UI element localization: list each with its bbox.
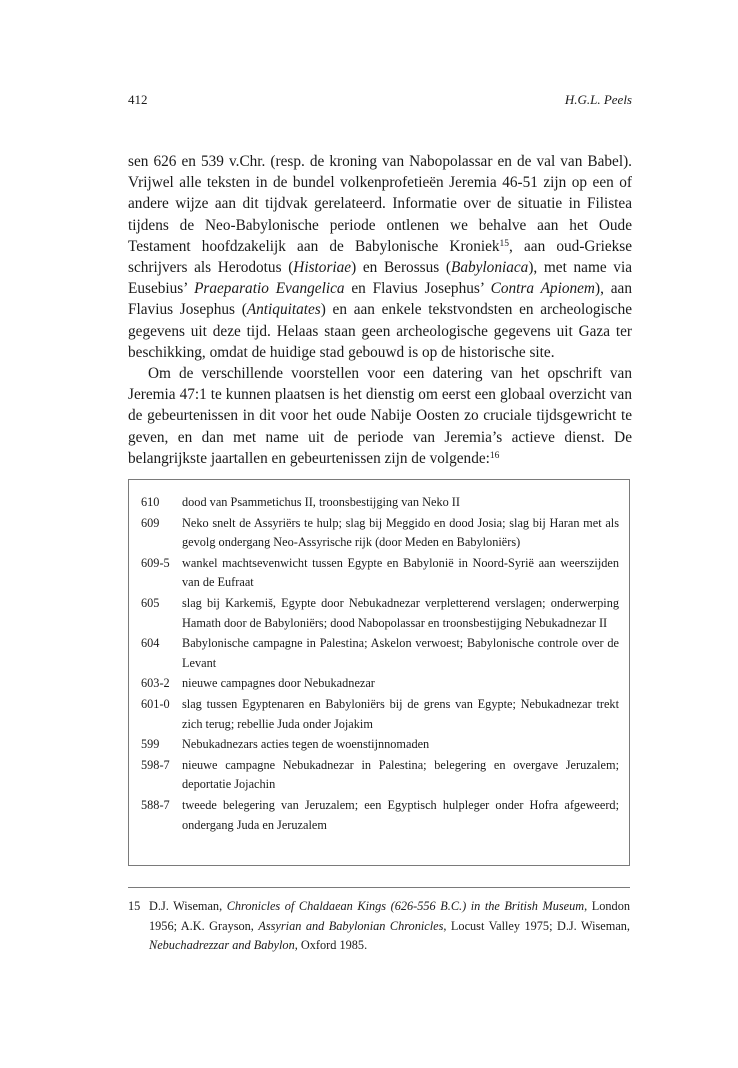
page-number: 412 <box>128 92 148 107</box>
title-nebuchadrezzar: Nebuchadrezzar and Babylon <box>149 938 295 952</box>
title-assyrian-chronicles: Assyrian and Babylonian Chronicles <box>258 918 444 933</box>
title-historiae: Historiae <box>293 259 352 277</box>
body-text <box>128 151 632 469</box>
timeline-event: slag tussen Egyptenaren en Babyloniërs bij de grens van Egypte; Nebukadnezar trekt zich terug; rebellie Juda onder Jojakim <box>182 696 619 731</box>
footnote-divider <box>128 887 630 888</box>
timeline-row <box>141 735 619 755</box>
running-header <box>128 92 632 112</box>
timeline-row <box>141 756 619 795</box>
timeline-event: nieuwe campagnes door Nebukadnezar <box>182 676 375 691</box>
timeline-box <box>128 479 630 866</box>
timeline-row <box>141 695 619 734</box>
timeline-event: nieuwe campagne Nebukadnezar in Palestina; belegering en overgave Jeruzalem; deportatie Jojachin <box>182 757 619 792</box>
text-run: ), met name via Eusebius’ <box>128 259 632 298</box>
text-run: ), aan Flavius Josephus ( <box>128 280 632 319</box>
timeline-year: 610 <box>141 495 160 509</box>
footnote-text <box>149 897 630 956</box>
text-run: ) en Berossus ( <box>351 259 451 277</box>
title-babyloniaca: Babyloniaca <box>450 259 529 277</box>
timeline-row <box>141 796 619 835</box>
text-run: D.J. Wiseman, <box>149 899 227 913</box>
timeline-row <box>141 594 619 633</box>
timeline-row <box>141 554 619 593</box>
title-contra-apionem: Contra Apionem <box>490 280 595 298</box>
timeline-year: 599 <box>141 737 160 752</box>
text-run: , aan oud-Griekse schrijvers als Herodotus ( <box>128 237 633 277</box>
timeline-year: 609-5 <box>141 555 170 570</box>
timeline-year: 609 <box>141 515 160 530</box>
timeline-event: Babylonische campagne in Palestina; Askelon verwoest; Babylonische controle over de Levant <box>182 636 619 670</box>
title-praeparatio: Praeparatio Evangelica <box>194 280 345 298</box>
timeline-event: Neko snelt de Assyriërs te hulp; slag bij Meggido en dood Josia; slag bij Haran met als gevolg ondergang Neo-Assyrische rijk (door Meden en Babyloniërs) <box>182 515 619 550</box>
timeline-year: 603-2 <box>141 676 170 691</box>
timeline-year: 601-0 <box>141 696 170 711</box>
timeline-row <box>141 514 619 553</box>
text-run: , Oxford 1985. <box>294 938 368 952</box>
timeline-event: tweede belegering van Jeruzalem; een Egyptisch hulpleger onder Hofra afgeweerd; ondergang Juda en Jeruzalem <box>182 797 619 832</box>
timeline-year: 605 <box>141 595 160 610</box>
title-antiquitates: Antiquitates <box>246 301 321 319</box>
running-author: H.G.L. Peels <box>564 92 632 107</box>
timeline-event: slag bij Karkemiš, Egypte door Nebukadnezar verpletterend verslagen; onderwerping Hamath door de Babyloniërs; dood Nabopolassar en troonsbestijging Nebukadnezar II <box>182 595 619 630</box>
timeline-year: 588-7 <box>141 797 170 812</box>
text-run: ) en aan enkele tekstvondsten en archeologische gegevens uit deze tijd. Helaas staan geen archeologische gegevens uit Gaza ter beschikking, omdat de huidige stad gebouwd is op de historische site. <box>128 301 633 361</box>
text-run: en Flavius Josephus’ <box>344 280 491 298</box>
timeline-event: dood van Psammetichus II, troonsbestijging van Neko II <box>182 495 461 509</box>
footnote-ref-16[interactable]: 16 <box>489 450 500 461</box>
timeline-row <box>141 493 619 513</box>
footnote-number: 15 <box>128 899 141 913</box>
title-chronicles: Chronicles of Chaldaean Kings (626-556 B.C.) in the British Museum <box>226 899 585 913</box>
text-run: Om de verschillende voorstellen voor een datering van het opschrift van Jeremia 47:1 te kunnen plaatsen is het dienstig om eerst een globaal overzicht van de gebeurtenissen in dit voor het oude Nabije Oosten zo cruciale tijdsgewricht te geven, en dan met name uit de periode van Jeremia’s actieve dienst. De belangrijkste jaartallen en gebeurtenissen zijn de volgende: <box>128 365 632 467</box>
footnote-ref-15[interactable]: 15 <box>499 238 510 249</box>
text-run: , Locust Valley 1975; D.J. Wiseman, <box>443 918 631 933</box>
timeline-year: 604 <box>141 636 160 651</box>
text-run: , London 1956; A.K. Grayson, <box>149 899 630 933</box>
paragraph-2 <box>128 363 632 469</box>
timeline-event: Nebukadnezars acties tegen de woenstijnnomaden <box>182 737 430 752</box>
footnote-15 <box>128 897 630 956</box>
timeline-year: 598-7 <box>141 757 170 772</box>
timeline-row <box>141 634 619 673</box>
paragraph-1 <box>128 151 632 363</box>
timeline-event: wankel machtsevenwicht tussen Egypte en Babylonië in Noord-Syrië aan weerszijden van de Eufraat <box>182 555 619 590</box>
text-run: sen 626 en 539 v.Chr. (resp. de kroning van Nabopolassar en de val van Babel). Vrijwel alle teksten in de bundel volkenprofetieën Jeremia 46-51 zijn op een of andere wijze aan dit tijdvak gerelateerd. Informatie over de situatie in Filistea tijdens de Neo-Babylonische periode ontlenen we behalve aan het Oude Testament hoofdzakelijk aan de Babylonische Kroniek <box>128 153 632 255</box>
timeline-row <box>141 674 619 694</box>
timeline-list <box>141 493 619 836</box>
